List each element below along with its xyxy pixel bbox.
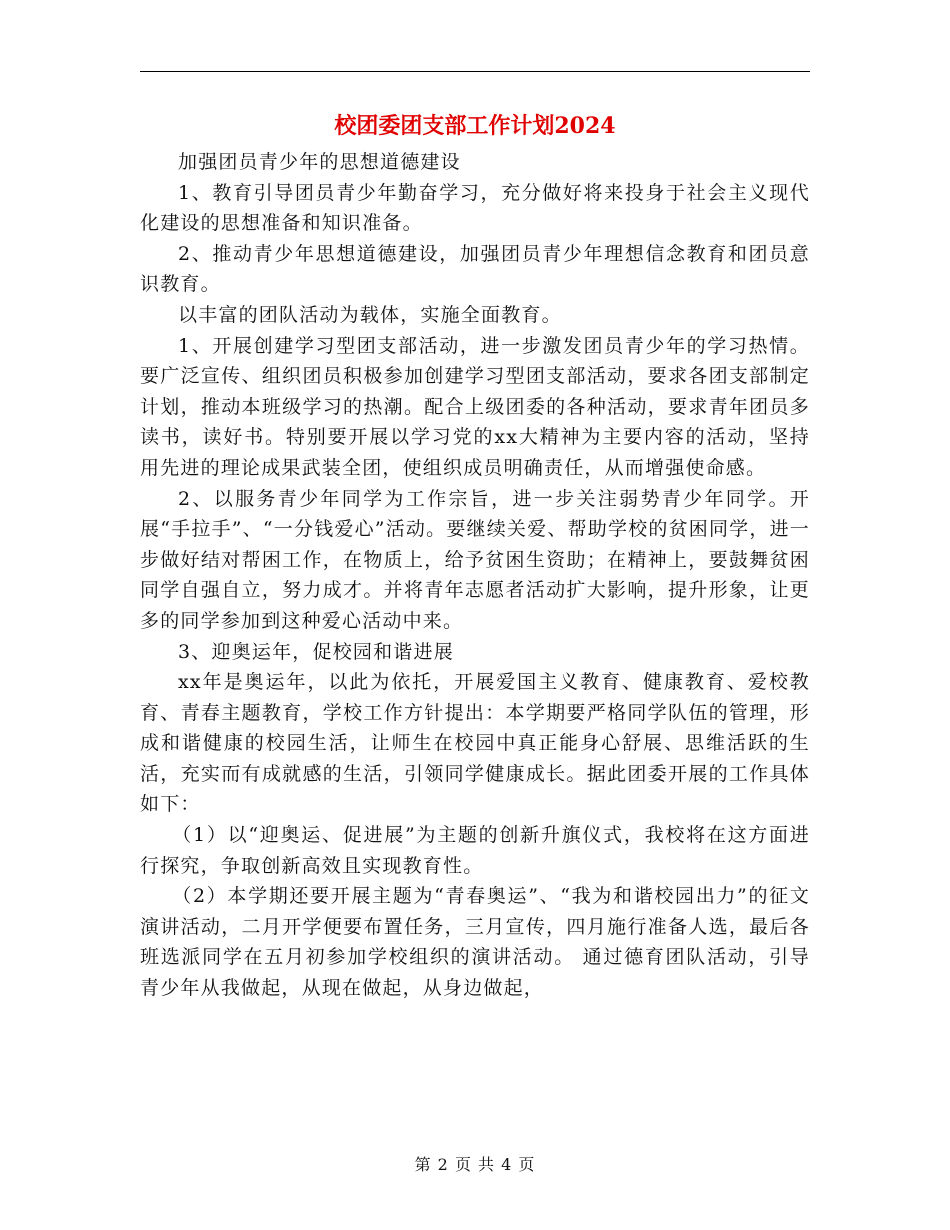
- paragraph: 2、推动青少年思想道德建设，加强团员青少年理想信念教育和团员意识教育。: [140, 242, 810, 296]
- document-title: 校团委团支部工作计划2024: [334, 113, 616, 139]
- document-body: [140, 147, 810, 1004]
- paragraph: （1）以“迎奥运、促进展”为主题的创新升旗仪式，我校将在这方面进行探究，争取创新高效且实现教育性。: [140, 824, 810, 877]
- header-rule: [140, 71, 810, 72]
- paragraph: （2）本学期还要开展主题为“青春奥运”、“我为和谐校园出力”的征文演讲活动，二月开学便要布置任务，三月宣传，四月施行准备人选，最后各班选派同学在五月初参加学校组织的演讲活动。 通过德育团队活动，引导青少年从我做起，从现在做起，从身边做起，: [140, 885, 810, 1000]
- paragraph: 2、以服务青少年同学为工作宗旨，进一步关注弱势青少年同学。开展“手拉手”、“一分钱爱心”活动。要继续关爱、帮助学校的贫困同学，进一步做好结对帮困工作，在物质上，给予贫困生资助；在精神上，要鼓舞贫困同学自强自立，努力成才。并将青年志愿者活动扩大影响，提升形象，让更多的同学参加到这种爱心活动中来。: [140, 487, 810, 632]
- paragraph: xx年是奥运年，以此为依托，开展爱国主义教育、健康教育、爱校教育、青春主题教育，学校工作方针提出：本学期要严格同学队伍的管理，形成和谐健康的校园生活，让师生在校园中真正能身心舒展、思维活跃的生活，充实而有成就感的生活，引领同学健康成长。据此团委开展的工作具体如下：: [140, 671, 810, 816]
- paragraph: 3、迎奥运年，促校园和谐进展: [178, 640, 454, 663]
- paragraph: 以丰富的团队活动为载体，实施全面教育。: [178, 303, 562, 326]
- paragraph: 1、开展创建学习型团支部活动，进一步激发团员青少年的学习热情。要广泛宣传、组织团员积极参加创建学习型团支部活动，要求各团支部制定计划，推动本班级学习的热潮。配合上级团委的各种活动，要求青年团员多读书，读好书。特别要开展以学习党的xx大精神为主要内容的活动，坚持用先进的理论成果武装全团，使组织成员明确责任，从而增强使命感。: [140, 334, 810, 479]
- paragraph: 加强团员青少年的思想道德建设: [178, 151, 461, 173]
- page-number-footer: 第 2 页 共 4 页: [414, 1155, 536, 1174]
- paragraph: 1、教育引导团员青少年勤奋学习，充分做好将来投身于社会主义现代化建设的思想准备和知识准备。: [140, 181, 810, 235]
